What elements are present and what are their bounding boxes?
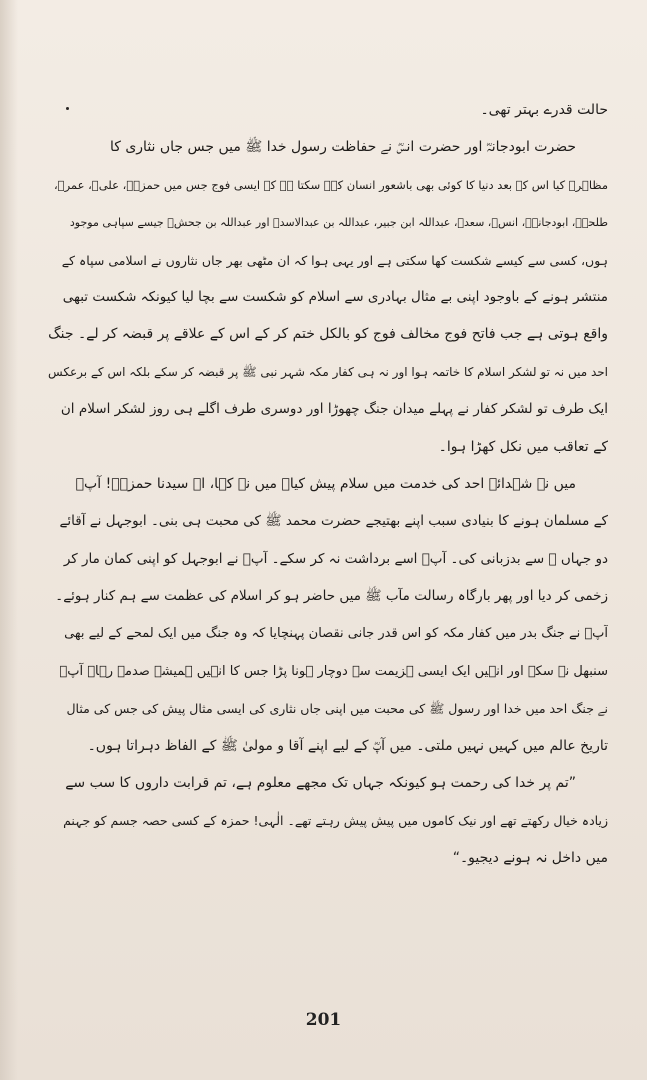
text-line: زخمی کر دیا اور پھر بارگاہ رسالت مآب ﷺ میں حاضر ہو کر اسلام کی عظمت سے ہم کنار ہوئے۔	[55, 588, 608, 605]
text-line: کے تعاقب میں نکل کھڑا ہوا۔	[438, 438, 608, 455]
text-line: حضرت ابودجانہؓ اور حضرت انسؓ نے حفاظت رسول خدا ﷺ میں جس جاں نثاری کا	[109, 139, 576, 156]
text-line: ایک طرف تو لشکر کفار نے پہلے میدان جنگ چھوڑا اور دوسری طرف اگلے ہی روز لشکر اسلام ان	[60, 401, 608, 418]
text-line: سنبھل نہ سکے اور انہیں ایک ایسی ہزیمت سے دوچار ہونا پڑا جس کا انہیں ہمیشہ صدمہ رہا۔ آپؓ	[59, 663, 608, 679]
text-line: مظاہرہ کیا اس کے بعد دنیا کا کوئی بھی باشعور انسان کہہ سکتا ہے کہ ایسی فوج جس میں حمزہؓ، علیؓ، عمرؓ،	[53, 177, 608, 192]
body-text	[48, 92, 608, 877]
text-line: ہوں، کسی سے کیسے شکست کھا سکتی ہے اور یہی ہوا کہ ان مٹھی بھر جاں نثاروں نے اسلامی سپاہ کے	[61, 252, 608, 268]
text-line: تاریخ عالم میں کہیں نہیں ملتی۔ میں آپؓ کے لیے اپنے آقا و مولیٰ ﷺ کے الفاظ دہراتا ہوں۔	[87, 737, 608, 754]
text-line: احد میں نہ تو لشکر اسلام کا خاتمہ ہوا اور نہ ہی کفار مکہ شہر نبی ﷺ پر قبضہ کر سکے بلکہ اس کے برعکس	[48, 364, 608, 379]
text-line: طلحہؓ، ابودجانہؓ، انسؓ، سعدؓ، عبداللہ ابن جبیر، عبداللہ بن عبدالاسدؓ اور عبداللہ بن جحشؓ جیسے سپاہی موجود	[69, 216, 608, 230]
page-number: 201	[305, 1010, 342, 1030]
text-line: نے جنگ احد میں خدا اور رسول ﷺ کی محبت میں اپنی جاں نثاری کی ایسی مثال پیش کی جس کی مثال	[66, 701, 608, 717]
quote-line: زیادہ خیال رکھتے تھے اور نیک کاموں میں پیش پیش رہتے تھے۔ الٰہی! حمزہ کے کسی حصہ جسم کو جہنم	[63, 813, 608, 829]
text-line: میں نے شہدائے احد کی خدمت میں سلام پیش کیا۔ میں نے کہا، اے سیدنا حمزہؓ! آپؓ	[75, 475, 576, 492]
text-line: آپؓ نے جنگ بدر میں کفار مکہ کو اس قدر جانی نقصان پہنچایا کہ وہ جنگ میں ایک لمحے کے لیے بھی	[64, 626, 608, 642]
text-line: حالت قدرے بہتر تھی۔	[480, 102, 608, 118]
text-line: منتشر ہونے کے باوجود اپنی بے مثال بہادری سے اسلام کو شکست سے بچا لیا کیونکہ شکست تبھی	[62, 288, 608, 305]
quote-line: ”تم پر خدا کی رحمت ہو کیونکہ جہاں تک مجھے معلوم ہے، تم قرابت داروں کا سب سے	[65, 775, 576, 792]
text-line: واقع ہوتی ہے جب فاتح فوج مخالف فوج کو بالکل ختم کر کے اس کے علاقے پر قبضہ کر لے۔ جنگ	[48, 326, 608, 343]
text-line: دو جہاں ﷺ سے بدزبانی کی۔ آپؓ اسے برداشت نہ کر سکے۔ آپؓ نے ابوجہل کو اپنی کمان مار کر	[63, 550, 608, 567]
quote-line: میں داخل نہ ہونے دیجیو۔“	[452, 849, 608, 866]
text-line: کے مسلمان ہونے کا بنیادی سبب اپنے بھتیجے حضرت محمد ﷺ کی محبت ہی بنی۔ ابوجہل نے آقائے	[59, 513, 608, 530]
scan-edge-shadow	[0, 0, 18, 1080]
